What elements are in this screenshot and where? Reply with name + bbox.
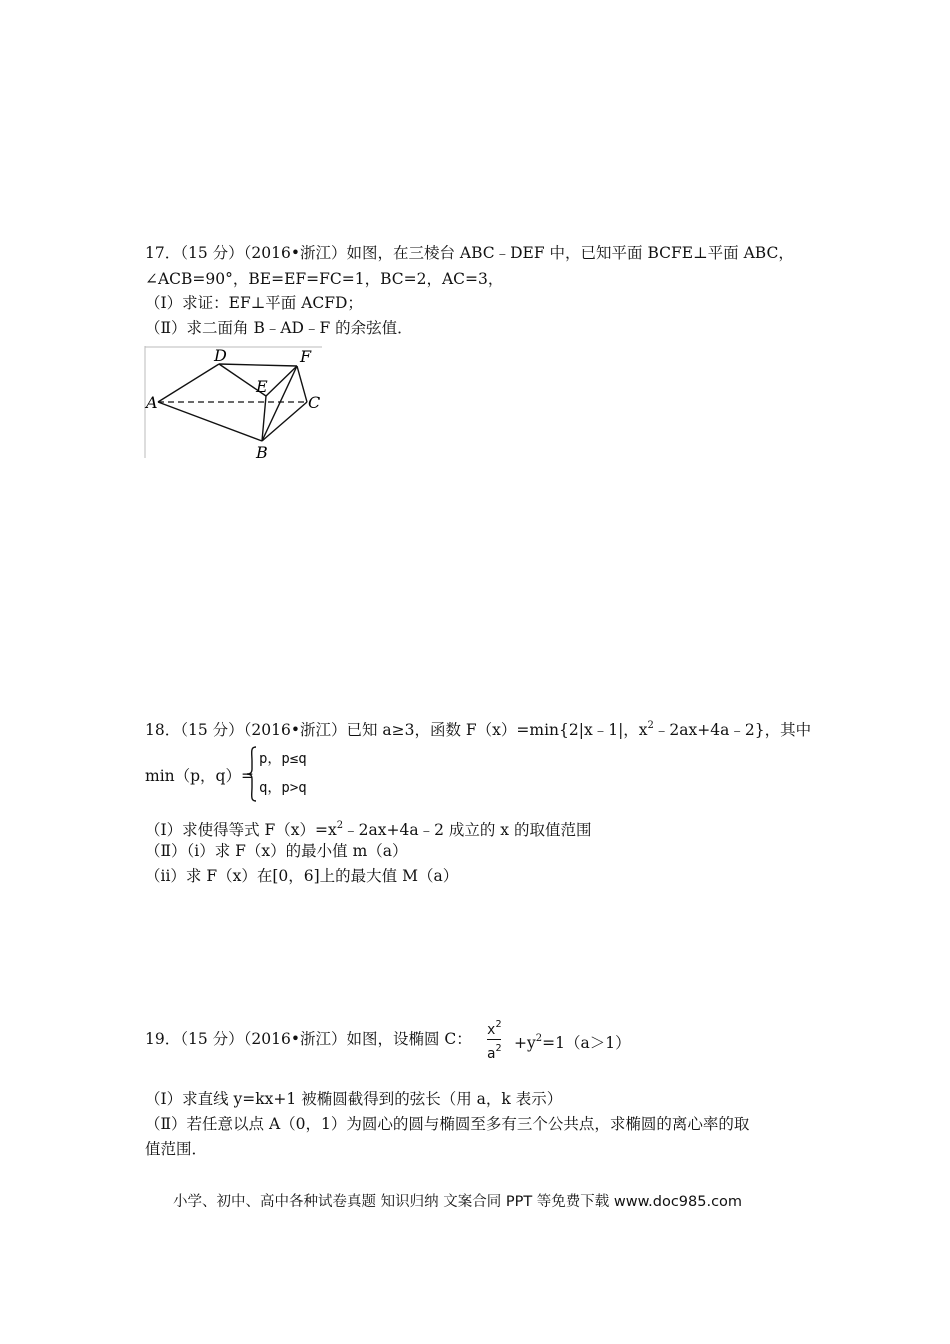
q19-frac-denominator	[487, 1041, 501, 1062]
q18-stem-line1	[145, 715, 811, 741]
vertex-label-f: F	[300, 347, 312, 366]
q19-frac-num-var: x	[487, 1022, 496, 1038]
q19-frac-den-var: a	[487, 1046, 496, 1062]
q17-stem-line1: 17．（15 分）（2016•浙江）如图，在三棱台 ABC﹣DEF 中，已知平面 BCFE⊥平面 ABC，	[145, 244, 794, 262]
q18-min-prefix: min（p，q）=	[145, 767, 254, 785]
page-footer: 小学、初中、高中各种试卷真题 知识归纳 文案合同 PPT 等免费下载 www.doc985.com	[173, 1194, 743, 1210]
edge-EF	[266, 366, 297, 396]
q18-part1	[145, 815, 591, 841]
q18-piecewise-brace	[246, 745, 258, 803]
q18-part1-b: ﹣2ax+4a﹣2 成立的 x 的取值范围	[343, 821, 592, 839]
q18-part1-sup: 2	[336, 820, 344, 831]
q19-frac-num-sup: 2	[495, 1019, 502, 1030]
q19-stem-suffix	[514, 1028, 631, 1054]
q17-part2: （Ⅱ）求二面角 B﹣AD﹣F 的余弦值．	[145, 319, 413, 337]
q19-frac-den-sup: 2	[495, 1043, 502, 1054]
edge-AD	[158, 364, 219, 402]
vertex-label-a: A	[146, 393, 158, 412]
q18-case2: q，p>q	[259, 780, 307, 796]
q17-stem-line2: ∠ACB=90°，BE=EF=FC=1，BC=2，AC=3，	[145, 270, 504, 288]
q17-frustum-figure	[144, 346, 324, 462]
q19-stem-equals: =1（a＞1）	[542, 1034, 631, 1052]
q18-part1-a: （Ⅰ）求使得等式 F（x）=x	[145, 821, 337, 839]
q18-stem-part-a: 18．（15 分）（2016•浙江）已知 a≥3，函数 F（x）=min{2|x﹣1|，x	[145, 721, 648, 739]
q19-frac-bar	[487, 1039, 501, 1040]
vertex-label-b: B	[256, 443, 268, 462]
vertex-label-d: D	[214, 346, 227, 365]
edge-FC	[297, 366, 307, 402]
q19-frac-numerator	[487, 1017, 501, 1038]
edge-AB	[158, 402, 262, 441]
q19-stem-plus-y: +y	[514, 1034, 536, 1052]
vertex-label-e: E	[256, 377, 268, 396]
q19-part1: （Ⅰ）求直线 y=kx+1 被椭圆截得到的弦长（用 a，k 表示）	[145, 1090, 563, 1108]
q18-part2-i: （Ⅱ）（i）求 F（x）的最小值 m（a）	[145, 842, 408, 860]
edge-BC	[262, 402, 307, 441]
q17-part1: （Ⅰ）求证：EF⊥平面 ACFD；	[145, 294, 363, 312]
q18-case1: p，p≤q	[259, 751, 307, 767]
q19-ellipse-fraction	[487, 1017, 501, 1062]
q19-stem-prefix: 19．（15 分）（2016•浙江）如图，设椭圆 C：	[145, 1030, 472, 1048]
q19-part2-line2: 值范围．	[145, 1140, 208, 1158]
edge-DF	[219, 364, 297, 366]
q18-stem-sup: 2	[647, 720, 654, 731]
q18-stem-part-b: ﹣2ax+4a﹣2}，其中	[653, 721, 812, 739]
q18-part2-ii: （ii）求 F（x）在[0，6]上的最大值 M（a）	[145, 867, 459, 885]
q19-part2-line1: （Ⅱ）若任意以点 A（0，1）为圆心的圆与椭圆至多有三个公共点，求椭圆的离心率的取	[145, 1115, 750, 1133]
vertex-label-c: C	[308, 393, 321, 412]
q19-stem-y-sup: 2	[535, 1033, 543, 1044]
